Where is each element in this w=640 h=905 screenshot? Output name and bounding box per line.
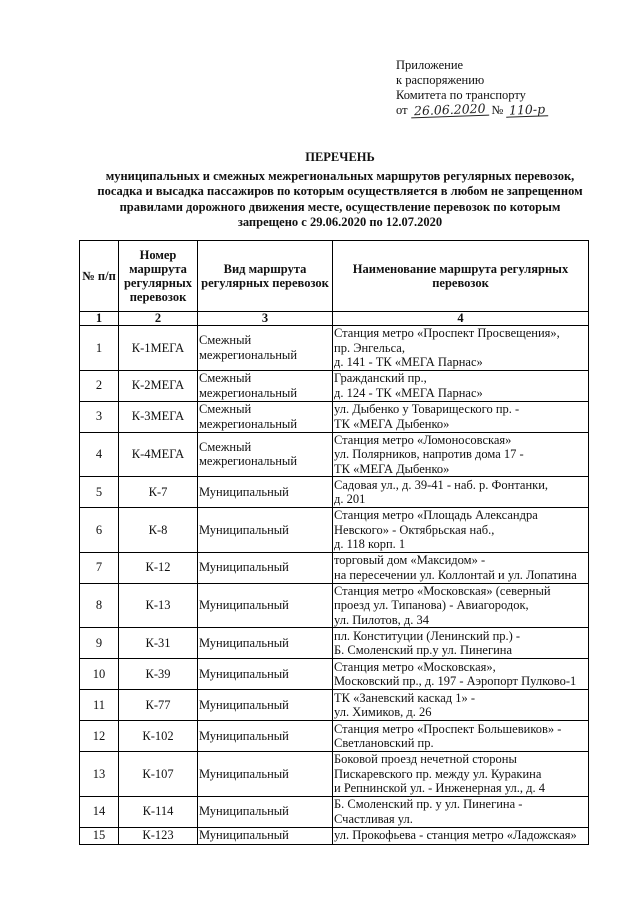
route-number: К-123 (119, 827, 198, 844)
appendix-line-3: Комитета по транспорту (396, 88, 526, 102)
row-number: 6 (80, 508, 119, 553)
route-number: К-107 (119, 752, 198, 797)
route-number: К-77 (119, 690, 198, 721)
table-row (80, 432, 589, 477)
route-name-line: ул. Полярников, напротив дома 17 - (334, 447, 524, 461)
route-name-line: Гражданский пр., (334, 371, 427, 385)
route-name-line: Станция метро «Московская», (334, 659, 496, 674)
row-number: 9 (80, 628, 119, 659)
route-type (198, 659, 333, 690)
column-index: 2 (119, 312, 198, 326)
appendix-line-4 (396, 100, 626, 119)
route-type-line: Муниципальный (199, 560, 289, 575)
route-name (333, 477, 589, 508)
route-name-line: Московский пр., д. 197 - Аэропорт Пулково-1 (334, 674, 577, 688)
row-number: 7 (80, 552, 119, 583)
route-number: К-8 (119, 508, 198, 553)
row-number: 13 (80, 752, 119, 797)
header-route-type-line: регулярных перевозок (201, 276, 329, 290)
route-name (333, 796, 589, 827)
header-route-name-line: Наименование маршрута регулярных (352, 262, 569, 276)
table-header-row (80, 241, 589, 312)
route-type-line: Муниципальный (199, 728, 289, 743)
route-name-line: д. 124 - ТК «МЕГА Парнас» (334, 385, 483, 400)
route-type-line: Муниципальный (199, 766, 289, 781)
route-type (198, 690, 333, 721)
table-row (80, 690, 589, 721)
table-row (80, 370, 589, 401)
route-name-line: Б. Смоленский пр. у ул. Пинегина - (334, 797, 523, 811)
table-row (80, 401, 589, 432)
route-type-line: межрегиональный (199, 454, 298, 469)
header-num: № п/п (80, 241, 119, 312)
route-type (198, 432, 333, 477)
route-type-line: межрегиональный (199, 416, 298, 431)
route-type-line: Муниципальный (199, 828, 289, 843)
route-name (333, 508, 589, 553)
title-line-3: правилами дорожного движения месте, осуществление перевозок по которым (119, 199, 561, 214)
route-name-line: Боковой проезд нечетной стороны (334, 752, 517, 766)
route-type-line: межрегиональный (199, 385, 298, 400)
table-row (80, 721, 589, 752)
column-index: 1 (80, 312, 119, 326)
route-type-line: Смежный (199, 333, 252, 348)
route-name (333, 752, 589, 797)
table-row (80, 552, 589, 583)
route-name (333, 401, 589, 432)
route-type (198, 401, 333, 432)
column-index: 3 (198, 312, 333, 326)
route-type (198, 508, 333, 553)
route-name-line: Станция метро «Проспект Большевиков» - (334, 721, 562, 736)
route-name (333, 690, 589, 721)
route-name (333, 326, 589, 371)
route-type-line: Муниципальный (199, 635, 289, 650)
route-type (198, 326, 333, 371)
route-name-line: Садовая ул., д. 39-41 - наб. р. Фонтанки, (334, 477, 549, 492)
table-row (80, 796, 589, 827)
route-name-line: ТК «МЕГА Дыбенко» (334, 461, 450, 476)
table-row (80, 628, 589, 659)
handwritten-date: 26.06.2020 (410, 103, 488, 119)
route-type-line: Смежный (199, 371, 252, 385)
route-type (198, 552, 333, 583)
row-number: 2 (80, 370, 119, 401)
header-route-number-line: регулярных (123, 276, 193, 290)
table-row (80, 326, 589, 371)
route-name-line: д. 141 - ТК «МЕГА Парнас» (334, 355, 483, 369)
route-type (198, 370, 333, 401)
header-route-number-line: маршрута (129, 262, 187, 276)
route-name-line: ул. Дыбенко у Товарищеского пр. - (334, 402, 520, 416)
title-heading: ПЕРЕЧЕНЬ (305, 150, 375, 164)
route-name-line: Невского» - Октябрьская наб., (334, 522, 495, 537)
route-type (198, 796, 333, 827)
row-number: 8 (80, 583, 119, 628)
route-name-line: д. 118 корп. 1 (334, 537, 406, 551)
table-row (80, 827, 589, 844)
route-type-line: Смежный (199, 439, 252, 454)
route-number: К-102 (119, 721, 198, 752)
route-type (198, 583, 333, 628)
route-name (333, 370, 589, 401)
route-type-line: Муниципальный (199, 484, 289, 499)
route-type-line: Муниципальный (199, 522, 289, 537)
table-row (80, 752, 589, 797)
document-title (60, 150, 620, 231)
route-type (198, 477, 333, 508)
route-type (198, 827, 333, 844)
header-route-number (119, 241, 198, 312)
route-name (333, 432, 589, 477)
route-name-line: д. 201 (334, 492, 366, 506)
column-index: 4 (333, 312, 589, 326)
appendix-from-label: от (396, 103, 408, 117)
row-number: 10 (80, 659, 119, 690)
route-name-line: проезд ул. Типанова) - Авиагородок, (334, 598, 529, 612)
route-name (333, 827, 589, 844)
route-type (198, 752, 333, 797)
route-name-line: ТК «Заневский каскад 1» - (334, 690, 476, 705)
header-route-number-line: Номер (139, 248, 177, 262)
route-name (333, 552, 589, 583)
route-name-line: ТК «МЕГА Дыбенко» (334, 416, 450, 431)
header-route-name-line: перевозок (432, 276, 489, 290)
route-number: К-13 (119, 583, 198, 628)
handwritten-number: 110-р (506, 103, 549, 117)
route-name-line: на пересечении ул. Коллонтай и ул. Лопатина (334, 567, 577, 582)
route-number: К-31 (119, 628, 198, 659)
route-name (333, 721, 589, 752)
header-route-type-line: Вид маршрута (223, 262, 307, 276)
appendix-block (396, 58, 626, 118)
row-number: 3 (80, 401, 119, 432)
number-sign: № (491, 103, 504, 117)
route-name (333, 659, 589, 690)
appendix-line-2: к распоряжению (396, 73, 485, 87)
table-row (80, 583, 589, 628)
route-name-line: Счастливая ул. (334, 811, 413, 826)
row-number: 12 (80, 721, 119, 752)
route-name-line: Б. Смоленский пр.у ул. Пинегина (334, 643, 512, 657)
route-name-line: Станция метро «Ломоносовская» (334, 432, 512, 447)
routes-table (79, 240, 589, 845)
table-row (80, 477, 589, 508)
route-type-line: Муниципальный (199, 697, 289, 712)
route-name-line: Светлановский пр. (334, 736, 434, 750)
route-name-line: и Репнинской ул. - Инженерная ул., д. 4 (334, 781, 545, 795)
route-type-line: межрегиональный (199, 347, 298, 362)
route-name-line: ул. Химиков, д. 26 (334, 705, 432, 719)
route-number: К-114 (119, 796, 198, 827)
route-name-line: ул. Пилотов, д. 34 (334, 612, 430, 627)
route-type-line: Смежный (199, 402, 252, 416)
route-name-line: пл. Конституции (Ленинский пр.) - (334, 628, 521, 643)
title-line-4: запрещено с 29.06.2020 по 12.07.2020 (237, 215, 443, 229)
route-number: К-12 (119, 552, 198, 583)
route-name-line: Пискаревского пр. между ул. Куракина (334, 766, 542, 781)
route-type (198, 628, 333, 659)
route-number: К-7 (119, 477, 198, 508)
route-name-line: Станция метро «Площадь Александра (334, 508, 538, 522)
route-name-line: Станция метро «Московская» (северный (334, 583, 551, 598)
route-number: К-4МЕГА (119, 432, 198, 477)
route-name (333, 583, 589, 628)
header-route-type (198, 241, 333, 312)
routes-table-body (80, 326, 589, 845)
route-type-line: Муниципальный (199, 666, 289, 681)
route-type-line: Муниципальный (199, 804, 289, 819)
title-line-1: муниципальных и смежных межрегиональных маршрутов регулярных перевозок, (105, 168, 575, 183)
route-name-line: ул. Прокофьева - станция метро «Ладожская» (334, 828, 577, 843)
row-number: 4 (80, 432, 119, 477)
table-row (80, 508, 589, 553)
table-row (80, 659, 589, 690)
appendix-line-1: Приложение (396, 58, 464, 72)
route-type-line: Муниципальный (199, 598, 289, 612)
row-number: 14 (80, 796, 119, 827)
row-number: 15 (80, 827, 119, 844)
row-number: 11 (80, 690, 119, 721)
row-number: 5 (80, 477, 119, 508)
route-number: К-2МЕГА (119, 370, 198, 401)
route-number: К-39 (119, 659, 198, 690)
column-index-row (80, 312, 589, 326)
route-name-line: Станция метро «Проспект Просвещения», (334, 326, 560, 340)
title-line-2: посадка и высадка пассажиров по которым осуществляется в любом не запрещенном (97, 184, 583, 198)
route-type (198, 721, 333, 752)
header-route-name (333, 241, 589, 312)
header-route-number-line: перевозок (129, 290, 187, 304)
row-number: 1 (80, 326, 119, 371)
route-number: К-1МЕГА (119, 326, 198, 371)
route-name (333, 628, 589, 659)
route-name-line: торговый дом «Максидом» - (334, 553, 486, 567)
route-number: К-3МЕГА (119, 401, 198, 432)
route-name-line: пр. Энгельса, (334, 340, 405, 355)
